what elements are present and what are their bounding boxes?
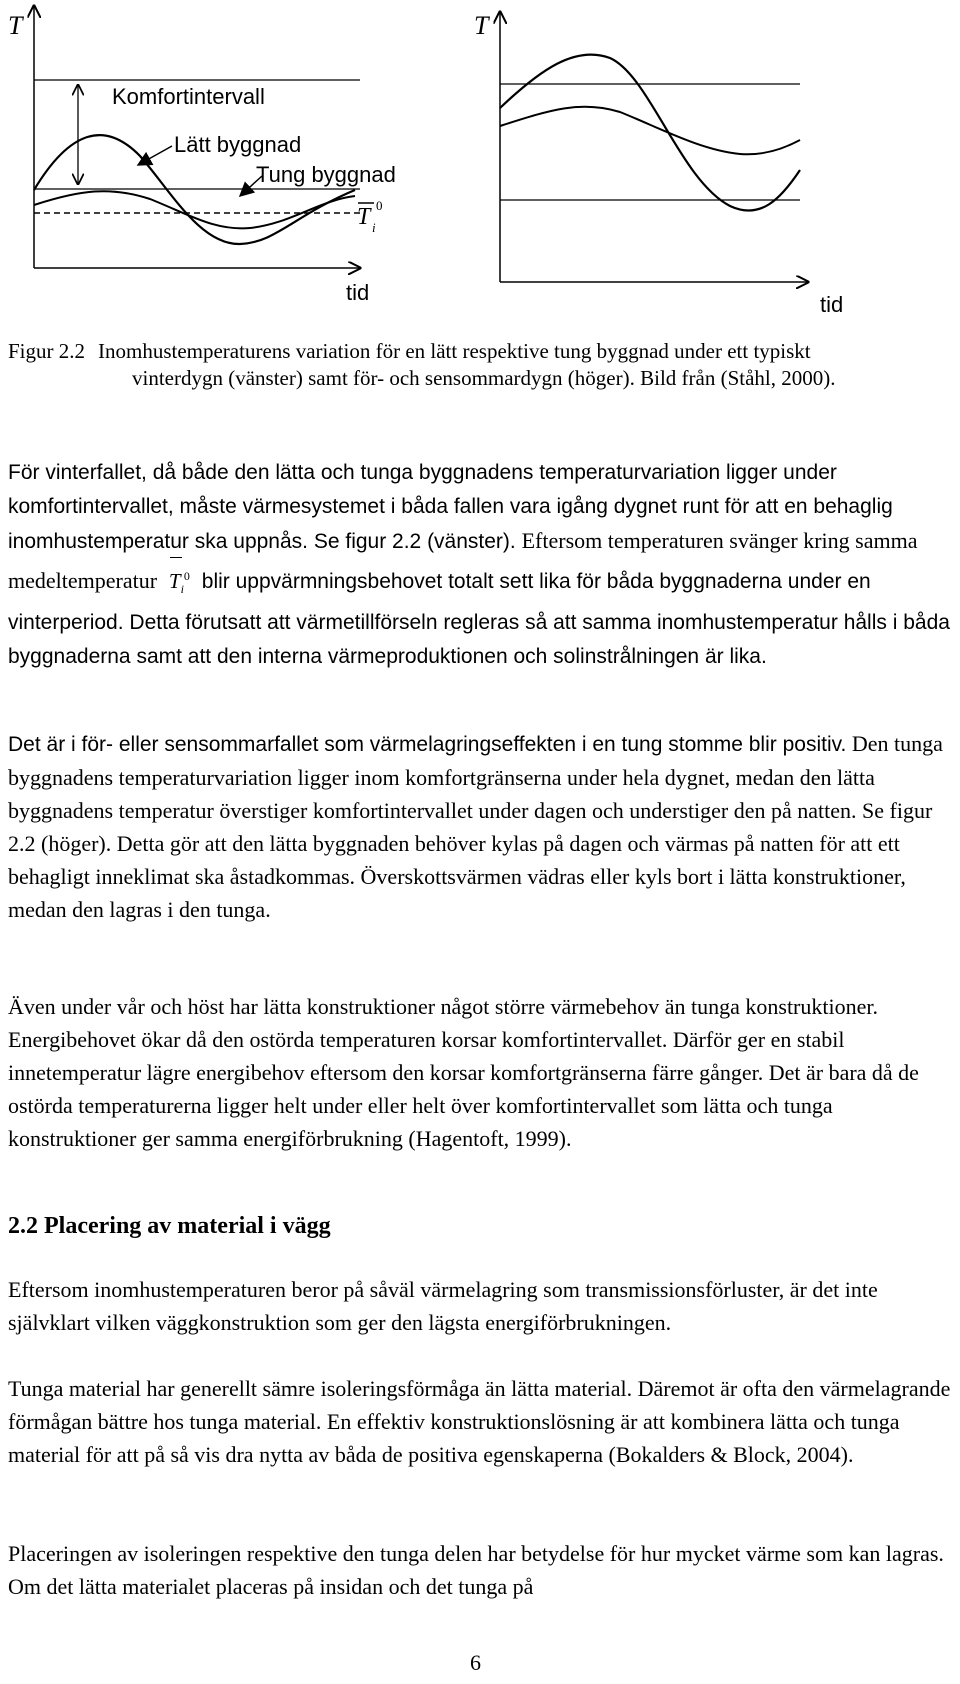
- right-y-axis-label: T: [474, 11, 489, 40]
- paragraph-2-b: Den tunga byggnadens temperaturvariation ligger inom komfortgränserna under hela dygnet, medan den lätta byggnadens temperatur överstiger komfortintervallet under dagen och understiger den på natten. Se figur 2.2 (höger).: [8, 731, 943, 856]
- light-building-label: Lätt byggnad: [174, 132, 302, 157]
- paragraph-4: Eftersom inomhustemperaturen beror på såväl värmelagring som transmissionsförluster, är det inte självklart vilken väggkonstruktion som ger den lägsta energiförbrukningen.: [8, 1277, 878, 1335]
- paragraph-5: Tunga material har generellt sämre isoleringsförmåga än lätta material. Däremot är ofta den värmelagrande förmågan bättre hos tunga material. En effektiv konstruktionslösning är att kombinera lätta och tunga material för att på så vis dra nytta av båda de positiva egenskaperna (Bokalders & Block, 2004).: [8, 1376, 951, 1467]
- mean-symbol-sup: 0: [376, 198, 383, 213]
- paragraph-2-c: Detta gör att den lätta byggnaden behöver kylas på dagen och värmas på natten för att ett behagligt inneklimat ska åstadkommas. Överskottsvärmen vädras eller kyls bort i lätta konstruktioner, medan den lagras i den tunga.: [8, 831, 906, 922]
- figure-2-2: [0, 0, 960, 330]
- paragraph-1-d: Detta förutsatt att värmetillförseln regleras så att samma inomhustemperatur hålls i båda byggnaderna samt att den interna värmeproduktionen och solinstrålningen är lika.: [8, 611, 950, 669]
- figure-left: [8, 6, 396, 305]
- figure-right: [474, 11, 843, 317]
- left-x-axis-label: tid: [346, 280, 370, 305]
- paragraph-1-c: blir uppvärmningsbehovet totalt sett lika för båda byggnaderna under en vinterperiod.: [8, 570, 871, 635]
- figure-caption: [8, 338, 948, 392]
- paragraph-2-a: Det är i för- eller sensommarfallet som värmelagringseffekten i en tung stomme blir positiv.: [8, 733, 847, 756]
- paragraph-1: [8, 456, 952, 674]
- mean-symbol-sub: i: [372, 220, 376, 235]
- paragraph-6: Placeringen av isoleringen respektive den tunga delen har betydelse för hur mycket värme som kan lagras. Om det lätta materialet placeras på insidan och det tunga på: [8, 1541, 944, 1599]
- caption-line-2: vinterdygn (vänster) samt för- och sensommardygn (höger). Bild från (Ståhl, 2000).: [132, 366, 836, 390]
- paragraph-3: Även under vår och höst har lätta konstruktioner något större värmebehov än tunga konstruktioner. Energibehovet ökar då den ostörda temperaturen korsar komfortintervallet. Därför ger en stabil innetemperatur lägre energibehov eftersom den korsar komfortgränserna färre gånger. Det är bara då de ostörda temperaturerna ligger helt under eller helt över komfortintervallet som lätta och tunga konstruktioner ger samma energiförbrukning (Hagentoft, 1999).: [8, 994, 919, 1151]
- right-x-axis-label: tid: [820, 292, 844, 317]
- mean-symbol: T: [357, 204, 371, 230]
- section-heading: 2.2 Placering av material i vägg: [8, 1213, 331, 1239]
- left-y-axis-label: T: [8, 11, 23, 40]
- right-heavy-building-curve: [500, 107, 800, 155]
- paragraph-2: [8, 727, 952, 926]
- light-building-pointer: [138, 146, 172, 165]
- caption-label: Figur 2.2: [8, 339, 86, 363]
- right-light-building-curve: [500, 55, 800, 211]
- caption-line-1: Inomhustemperaturens variation för en lätt respektive tung byggnad under ett typiskt: [98, 339, 811, 363]
- heavy-building-label: Tung byggnad: [256, 162, 396, 187]
- comfort-interval-label: Komfortintervall: [112, 84, 265, 109]
- paragraph-1-b: Eftersom temperaturen svänger kring samma medeltemperatur: [8, 528, 918, 593]
- mean-temperature-symbol: $T_i^0$: [169, 559, 190, 606]
- page-number: 6: [470, 1650, 481, 1675]
- paragraph-1-a: För vinterfallet, då både den lätta och tunga byggnadens temperaturvariation ligger under komfortintervallet, måste värmesystemet i båda fallen vara igång dygnet runt för att en behaglig inomhustemperatur ska uppnås. Se figur 2.2 (vänster).: [8, 461, 893, 553]
